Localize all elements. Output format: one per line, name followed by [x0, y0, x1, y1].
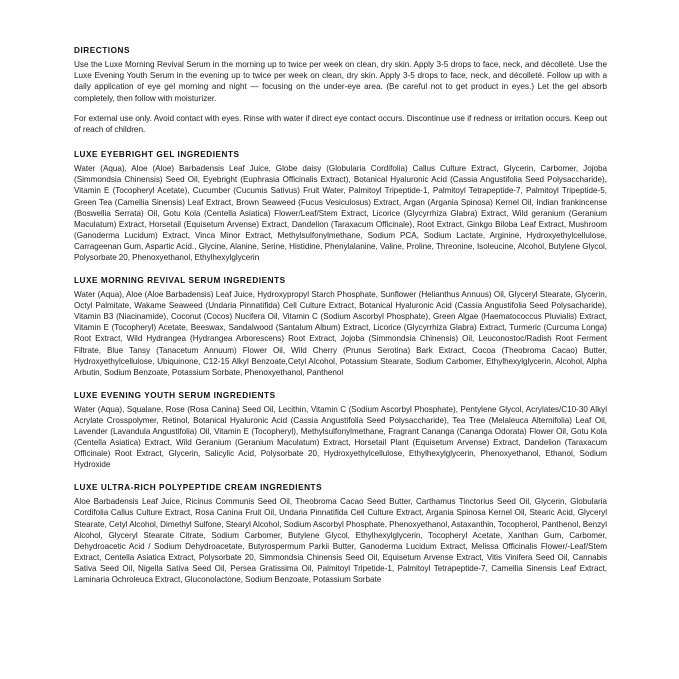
ingredients-text-eyebright-gel: Water (Aqua), Aloe (Aloe) Barbadensis Leaf Juice, Globe daisy (Globularia Cordifolia) Callus Culture Extract, Glycerin, Carbomer, Jojoba (Simmondsia Chinensis) Seed Oil, Eyebright (Euphrasia Officinalis Extract), Botanical Hyaluronic Acid (Cassia Angustifolia Seed Polysaccharide), Vitamin E (Tocopheryl Acetate), Cucumber (Cucumis Sativus) Fruit Water, Palmitoyl Tripeptide-1, Palmitoyl Tetrapeptide-7, Palmitoyl Tripeptide-5, Green Tea (Camellia Sinensis) Leaf Extract, Brown Seaweed (Fucus Vesiculosus) Extract, Argan (Argania Spinosa) Kernel Oil, Indian frankincense (Boswellia Serrata) Oil, Gotu Kola (Centella Asiatica) Flower/Leaf/Stem Extract, Licorice (Glycyrrhiza Glabra) Extract, Wild geranium (Geranium Maculatum) Extract, Horsetail (Equisetum Arvense) Extract, Dandelion (Taraxacum Officinale), Root Extract, Ginkgo Biloba Leaf Extract, Mushroom (Ganoderma Lucidum) Extract, Vinca Minor Extract, Methylsulfonylmethane, Sodium PCA, Sodium Lactate, Arginine, Hydroxyethylcellulose, Carrageenan Gum, Aspartic Acid., Glycine, Alanine, Serine, Histidine, Phenylalanine, Valine, Proline, Threonine, Isoleucine, Alcohol, Butylene Glycol, Polysorbate 20, Phenoxyethanol, Ethylhexylglycerin — [74, 164, 607, 262]
ingredients-heading-morning-revival-serum: LUXE MORNING REVIVAL SERUM INGREDIENTS — [74, 276, 286, 286]
directions-heading: DIRECTIONS — [74, 46, 130, 55]
directions-section — [74, 46, 607, 135]
ingredients-text-evening-youth-serum: Water (Aqua), Squalane, Rose (Rosa Canina) Seed Oil, Lecithin, Vitamin C (Sodium Ascorbyl Phosphate), Pentylene Glycol, Acrylates/C10-30 Alkyl Acrylate Crosspolymer, Retinol, Botanical Hyaluronic Acid (Cassia Angustifolia Seed Polysaccharide), Tea Tree (Melaleuca Alternifolia) Leaf Oil, Lavender (Lavandula Angustifolia) Oil, Vitamin E (Tocopheryl), Methylsulfonylmethane, Fragrant Cananga (Cananga Odorata) Flower Oil, Gotu Kola (Centella Asiatica) Extract, Wild Geranium (Geranium Maculatum) Extract, Horsetail Plant (Equisetum Arvense) Extract, Dandelion (Taraxacum Officinale) Root Extract, Glycerin, Salicylic Acid, Polysorbate 20, Hydroxyethylcellulose, Ethylhexylglycerin, Phenoxyethanol, Ethanol, Sodium Hydroxide — [74, 404, 607, 470]
ingredients-section-eyebright-gel — [74, 150, 607, 263]
directions-paragraph-1: Use the Luxe Morning Revival Serum in the morning up to twice per week on clean, dry skin. Apply 3-5 drops to face, neck, and décolleté. Use the Luxe Evening Youth Serum in the evening up to twice per week on clean, dry skin. Apply 3-5 drops to face, neck, and décolleté. Follow up with a daily application of eye gel morning and night — focusing on the under-eye area. (Be careful not to get product in eyes.) Let the gel absorb completely, then follow with moisturizer. — [74, 60, 607, 103]
ingredients-section-evening-youth-serum — [74, 391, 607, 471]
directions-paragraph-2: For external use only. Avoid contact with eyes. Rinse with water if direct eye contact occurs. Discontinue use if redness or irritation occurs. Keep out of reach of children. — [74, 113, 607, 135]
ingredients-section-morning-revival-serum — [74, 276, 607, 378]
ingredients-heading-evening-youth-serum: LUXE EVENING YOUTH SERUM INGREDIENTS — [74, 390, 276, 400]
ingredients-text-morning-revival-serum: Water (Aqua), Aloe (Aloe Barbadensis) Leaf Juice, Hydroxypropyl Starch Phosphate, Sunflower (Helianthus Annuus) Oil, Glyceryl Stearate, Glycerin, Octyl Palmitate, Wakame Seaweed (Undaria Pinnatifida) Cell Culture Extract, Botanical Hyaluronic Acid (Cassia Angustifolia Seed Polysacharide), Vitamin B3 (Niacinamide), Coconut (Cocos) Nucifera Oil, Vitamin C (Sodium Ascorbyl Phosphate), Green Algae (Haematococcus Pluvialis) Extract, Vitamin E (Tocopheryl) Acetate, Beeswax, Sandalwood (Santalum Album) Extract, Licorice (Glycyrrhiza Glabra) Extract, Turmeric (Curcuma Longa) Root Extract, Wild Hydrangea (Hydrangea Arborescens) Root Extract, Jojoba (Simmondsia Chinensis) Oil, Leuconostoc/Radish Root Ferment Filtrate, Blue Tansy (Tanacetum Annuum) Flower Oil, Wild Cherry (Prunus Serotina) Bark Extract, Cocoa (Theobroma Cacao) Butter, Hydroxyethylcellulose, Ubiquinone, C12-15 Alkyl Benzoate,Cetyl Alcohol, Potassium Stearate, Sodium Carbomer, Ethylhexylglycerin, Alcohol, Alpha Arbutin, Sodium Benzoate, Potassium Sorbate, Phenoxyethanol, Panthenol — [74, 290, 607, 377]
ingredients-heading-eyebright-gel: LUXE EYEBRIGHT GEL INGREDIENTS — [74, 150, 240, 160]
ingredients-heading-ultra-rich-polypeptide-cream: LUXE ULTRA-RICH POLYPEPTIDE CREAM INGREDIENTS — [74, 483, 323, 493]
ingredients-section-ultra-rich-polypeptide-cream — [74, 483, 607, 585]
ingredients-text-ultra-rich-polypeptide-cream: Aloe Barbadensis Leaf Juice, Ricinus Communis Seed Oil, Theobroma Cacao Seed Butter, Carthamus Tinctorius Seed Oil, Glycerin, Globularia Cordifolia Callus Culture Extract, Rosa Canina Fruit Oil, Undaria Pinnatifida Cell Culture Extract, Argania Spinosa Kernel Oil, Stearic Acid, Glyceryl Stearate, Cetyl Alcohol, Dimethyl Sulfone, Stearyl Alcohol, Sodium Ascorbyl Phosphate, Phenoxyethanol, Astaxanthin, Tocopherol, Panthenol, Benzyl Alcohol, Glyceryl Stearate Citrate, Sodium Carbomer, Butylene Glycol, Ethylhexylglycerin, Tocopheryl Acetate, Xanthan Gum, Carbomer, Dehydroacetic Acid / Sodium Dehydroacetate, Butyrospermum Parkii Butter, Ganoderma Lucidum Extract, Melissa Officinalis Flower/-Leaf/Stem Extract, Centella Asiatica Extract, Polysorbate 20, Simmondsia Chinensis Seed Oil, Equisetum Arvense Extract, Vitis Vinifera Seed Oil, Cannabis Sativa Seed Oil, Nigella Sativa Seed Oil, Persea Gratissima Oil, Palmitoyl Tripetide-1, Palmitoyl Tetrapeptide-7, Camellia Sinensis Leaf Extract, Laminaria Ochroleuca Extract, Gluconolactone, Sodium Benzoate, Potassium Sorbate — [74, 497, 607, 585]
